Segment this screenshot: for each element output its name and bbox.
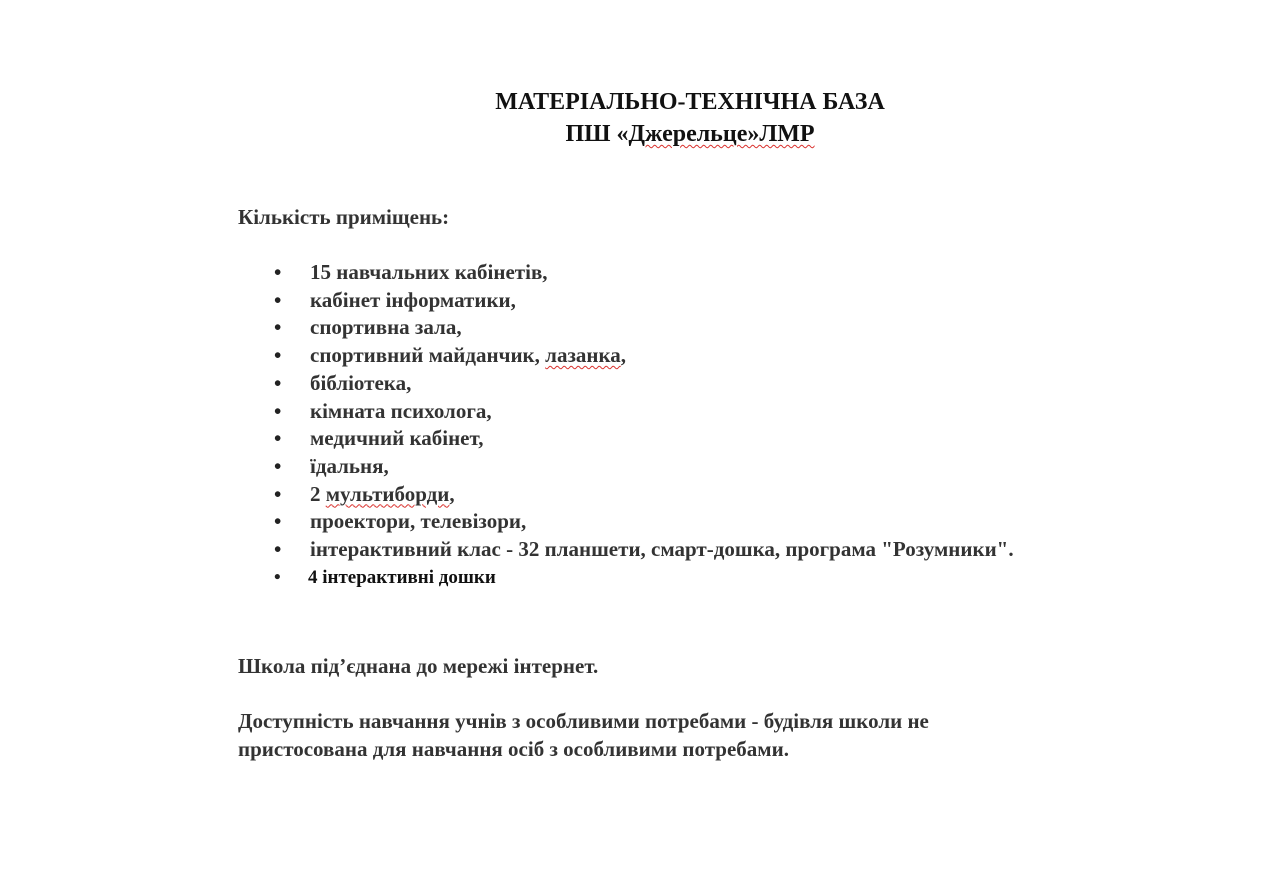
list-item-flagged-word: мультиборди [325, 481, 450, 506]
title-line-1: МАТЕРІАЛЬНО-ТЕХНІЧНА БАЗА [495, 89, 885, 115]
list-item: • інтерактивний клас - 32 планшети, смарт-дошка, програма "Розумники". [238, 536, 1014, 564]
facilities-list [238, 259, 1014, 591]
accessibility-line-1: Доступність навчання учнів з особливими потребами - будівля школи не [238, 709, 929, 733]
list-item: • кабінет інформатики, [238, 287, 1014, 315]
title-school-prefix: ПШ « [565, 121, 629, 147]
title-line-2 [0, 118, 1280, 150]
list-item: • 4 інтерактивні дошки [238, 564, 1014, 592]
list-item: • 15 навчальних кабінетів, [238, 259, 1014, 287]
list-item-text: 2 [310, 481, 326, 506]
list-item-punct: , [449, 481, 455, 506]
list-item: • їдальня, [238, 453, 1014, 481]
list-item-text: спортивний майданчик, [310, 343, 546, 368]
internet-paragraph: Школа під’єднана до мережі інтернет. [238, 654, 599, 678]
list-item-punct: , [620, 343, 627, 368]
list-item: • кімната психолога, [238, 398, 1014, 426]
rooms-heading: Кількість приміщень: [238, 205, 450, 229]
accessibility-paragraph [238, 707, 929, 763]
list-item: • спортивна зала, [238, 314, 1014, 342]
document-title [0, 86, 1280, 150]
list-item [238, 481, 1014, 509]
list-item: • бібліотека, [238, 370, 1014, 398]
list-item-flagged-word: лазанка [545, 343, 621, 368]
list-item: • проектори, телевізори, [238, 508, 1014, 536]
accessibility-line-2: пристосована для навчання осіб з особливими потребами. [238, 737, 789, 761]
list-item: • медичний кабінет, [238, 425, 1014, 453]
title-school-name: Джерельце»ЛМР [628, 121, 815, 147]
list-item [238, 342, 1014, 370]
